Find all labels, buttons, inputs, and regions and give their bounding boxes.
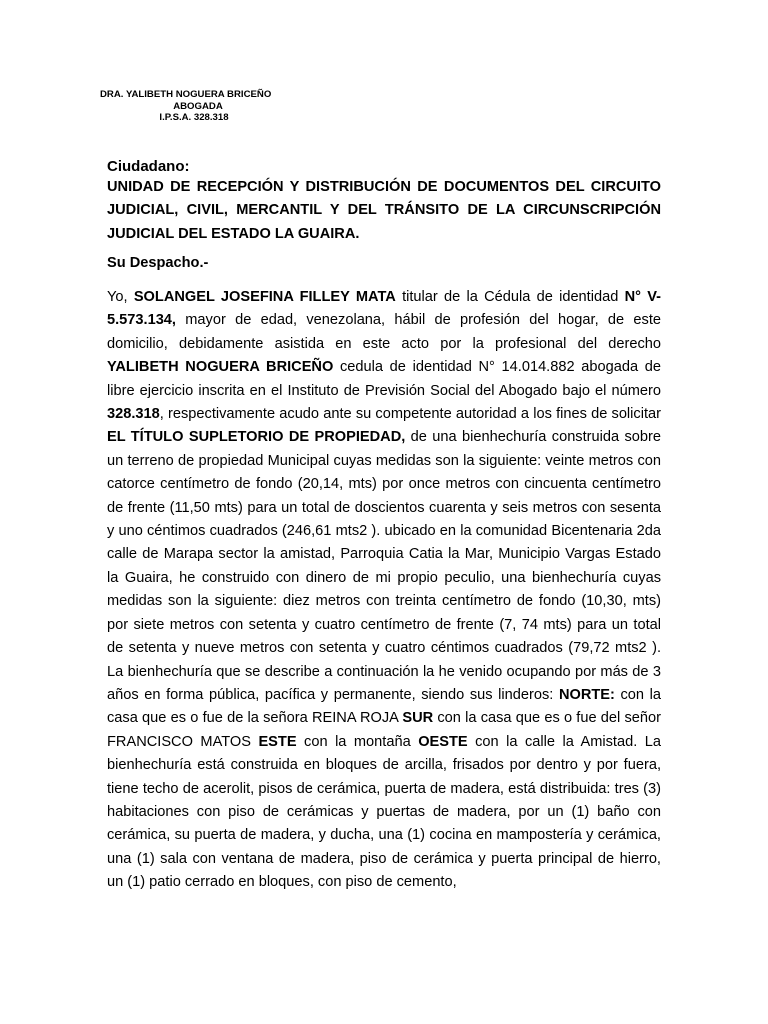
letterhead <box>100 89 310 124</box>
petitioner-id: N° V- 5.573.134, <box>107 289 661 329</box>
body-text: de una bienhechuría construida sobre un terreno de propiedad Municipal cuyas medidas son la siguiente: veinte metros con catorce centímetro de fondo (20,14, mts) por once metros con cincuenta centímetro de frente (11,50 mts) para un total de doscientos cuarenta y seis metros con sesenta y uno céntimos cuadrados (246,61 mts2 ). ubicado en la comunidad Bicentenaria 2da calle de Marapa sector la amistad, Parroquia Catia la Mar, Municipio Vargas Estado la Guaira, he construido con dinero de mi propio peculio, una bienhechuría cuyas medidas son la siguiente: diez metros con treinta centímetro de fondo (10,30, mts) por siete metros con setenta y cuatro centímetro de frente (7, 74 mts) para un total de setenta y nueve metros con setenta y cuatro céntimos cuadrados (79,72 mts2 ). La bienhechuría que se describe a continuación la he venido ocupando por más de 3 años en forma pública, pacífica y permanente, siendo sus linderos: <box>107 429 661 703</box>
ipsa-number: 328.318 <box>107 406 160 423</box>
recipient-block <box>107 158 661 246</box>
boundary-east: ESTE <box>258 733 297 750</box>
recipient-label: Ciudadano: <box>107 158 190 175</box>
salutation: Su Despacho.- <box>107 255 209 271</box>
body-text: con la montaña <box>296 733 411 750</box>
body-text: mayor de edad, venezolana, hábil de profesión del hogar, de este domicilio, debidamente asistida en este acto por la profesional del derecho <box>107 312 661 352</box>
petitioner-name: SOLANGEL JOSEFINA FILLEY MATA <box>133 289 396 305</box>
letterhead-name: DRA. YALIBETH NOGUERA BRICEÑO <box>100 89 272 100</box>
body-text: con la casa que es o fue de la señora REINA ROJA <box>107 686 661 727</box>
boundary-west: OESTE <box>418 733 468 750</box>
body-text: Yo, <box>107 289 128 305</box>
body-text: titular de la Cédula de identidad <box>395 289 619 305</box>
recipient-name: UNIDAD DE RECEPCIÓN Y DISTRIBUCIÓN DE DOCUMENTOS DEL CIRCUITO JUDICIAL, CIVIL, MERCANTIL Y DEL TRÁNSITO DE LA CIRCUNSCRIPCIÓN JUDICIAL DEL ESTADO LA GUAIRA. <box>107 179 661 242</box>
body-text: , respectivamente acudo ante su competente autoridad a los fines de solicitar <box>159 406 661 423</box>
letterhead-title: ABOGADA <box>173 100 223 112</box>
lawyer-name: YALIBETH NOGUERA BRICEÑO <box>107 359 334 376</box>
body-text: con la calle la Amistad. La bienhechuría está construida en bloques de arcilla, frisados por dentro y por fuera, tiene techo de acerolit, pisos de cerámica, puerta de madera, está distribuida: tres (3) habitaciones con piso de cerámicas y puertas de madera, por un (1) baño con cerámica, su puerta de madera, y ducha, una (1) cocina en mampostería y cerámica, una (1) sala con ventana de madera, piso de cerámica y puerta principal de hierro, un (1) patio cerrado en bloques, con piso de cemento, <box>107 733 661 891</box>
letterhead-ipsa: I.P.S.A. 328.318 <box>159 112 229 123</box>
boundary-north: NORTE: <box>558 686 615 703</box>
body-text: cedula de identidad N° 14.014.882 abogada de libre ejercicio inscrita en el Instituto de Previsión Social del Abogado bajo el número <box>107 359 661 399</box>
request-title: EL TÍTULO SUPLETORIO DE PROPIEDAD, <box>107 429 406 446</box>
body-paragraph <box>107 286 661 895</box>
body-text: con la casa que es o fue del señor FRANCISCO MATOS <box>107 710 662 750</box>
boundary-south: SUR <box>402 710 434 727</box>
